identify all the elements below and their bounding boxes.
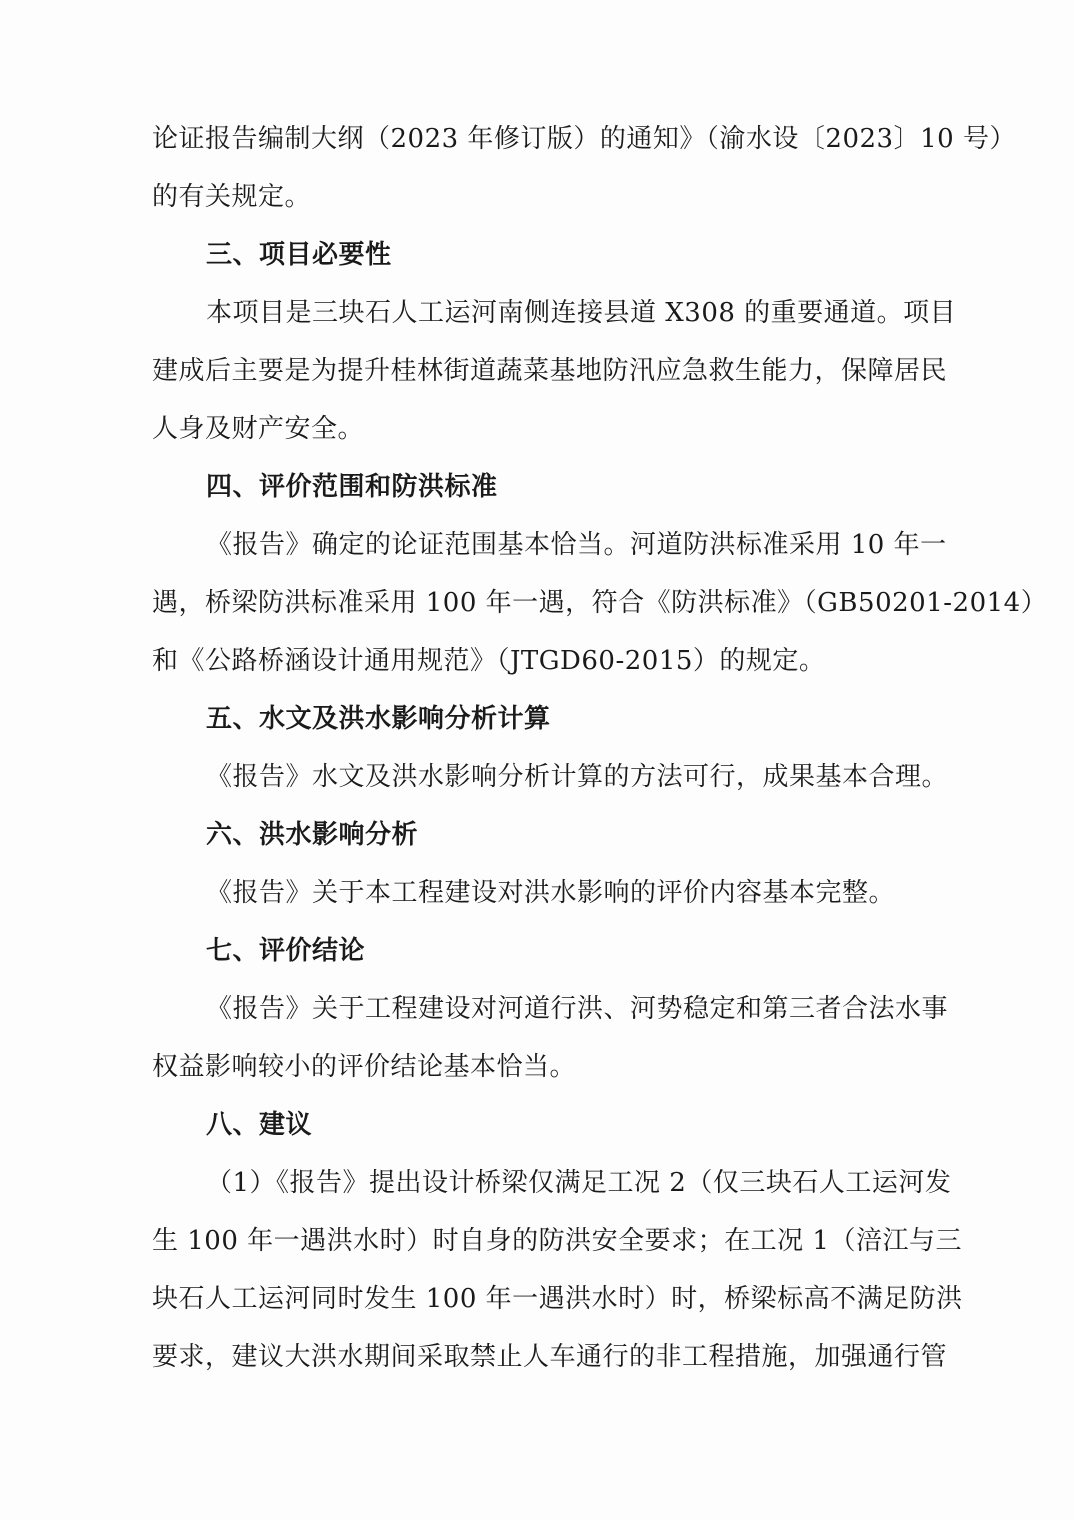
section-heading-hydrology: 五、水文及洪水影响分析计算 [206,704,551,734]
paragraph-line: 生 100 年一遇洪水时）时自身的防洪安全要求；在工况 1（涪江与三 [152,1226,962,1256]
paragraph-line: 块石人工运河同时发生 100 年一遇洪水时）时，桥梁标高不满足防洪 [152,1284,963,1314]
paragraph-line: 要求，建议大洪水期间采取禁止人车通行的非工程措施，加强通行管 [152,1342,948,1372]
paragraph-line: 本项目是三块石人工运河南侧连接县道 X308 的重要通道。项目 [206,298,957,328]
paragraph-line: 遇，桥梁防洪标准采用 100 年一遇，符合《防洪标准》（GB50201-2014） [152,588,1048,618]
paragraph-line: 《报告》关于工程建设对河道行洪、河势稳定和第三者合法水事 [206,994,949,1024]
paragraph-line: 建成后主要是为提升桂林街道蔬菜基地防汛应急救生能力，保障居民 [152,356,948,386]
paragraph-line: 论证报告编制大纲（2023 年修订版）的通知》（渝水设〔2023〕10 号） [152,124,1016,154]
section-heading-flood-impact: 六、洪水影响分析 [206,820,419,850]
paragraph-line: 人身及财产安全。 [152,414,365,444]
paragraph-line: 权益影响较小的评价结论基本恰当。 [152,1052,577,1082]
paragraph-line: 《报告》确定的论证范围基本恰当。河道防洪标准采用 10 年一 [206,530,947,560]
paragraph-line: 《报告》水文及洪水影响分析计算的方法可行，成果基本合理。 [206,762,949,792]
paragraph-line: （1）《报告》提出设计桥梁仅满足工况 2（仅三块石人工运河发 [206,1168,952,1198]
paragraph-line: 和《公路桥涵设计通用规范》（JTGD60-2015）的规定。 [152,646,826,676]
document-body [152,110,1048,1386]
paragraph-line: 《报告》关于本工程建设对洪水影响的评价内容基本完整。 [206,878,896,908]
section-heading-suggestions: 八、建议 [206,1110,313,1140]
paragraph-line: 的有关规定。 [152,182,312,212]
section-heading-necessity: 三、项目必要性 [206,240,392,270]
section-heading-scope-standard: 四、评价范围和防洪标准 [206,472,498,502]
section-heading-conclusion: 七、评价结论 [206,936,366,966]
